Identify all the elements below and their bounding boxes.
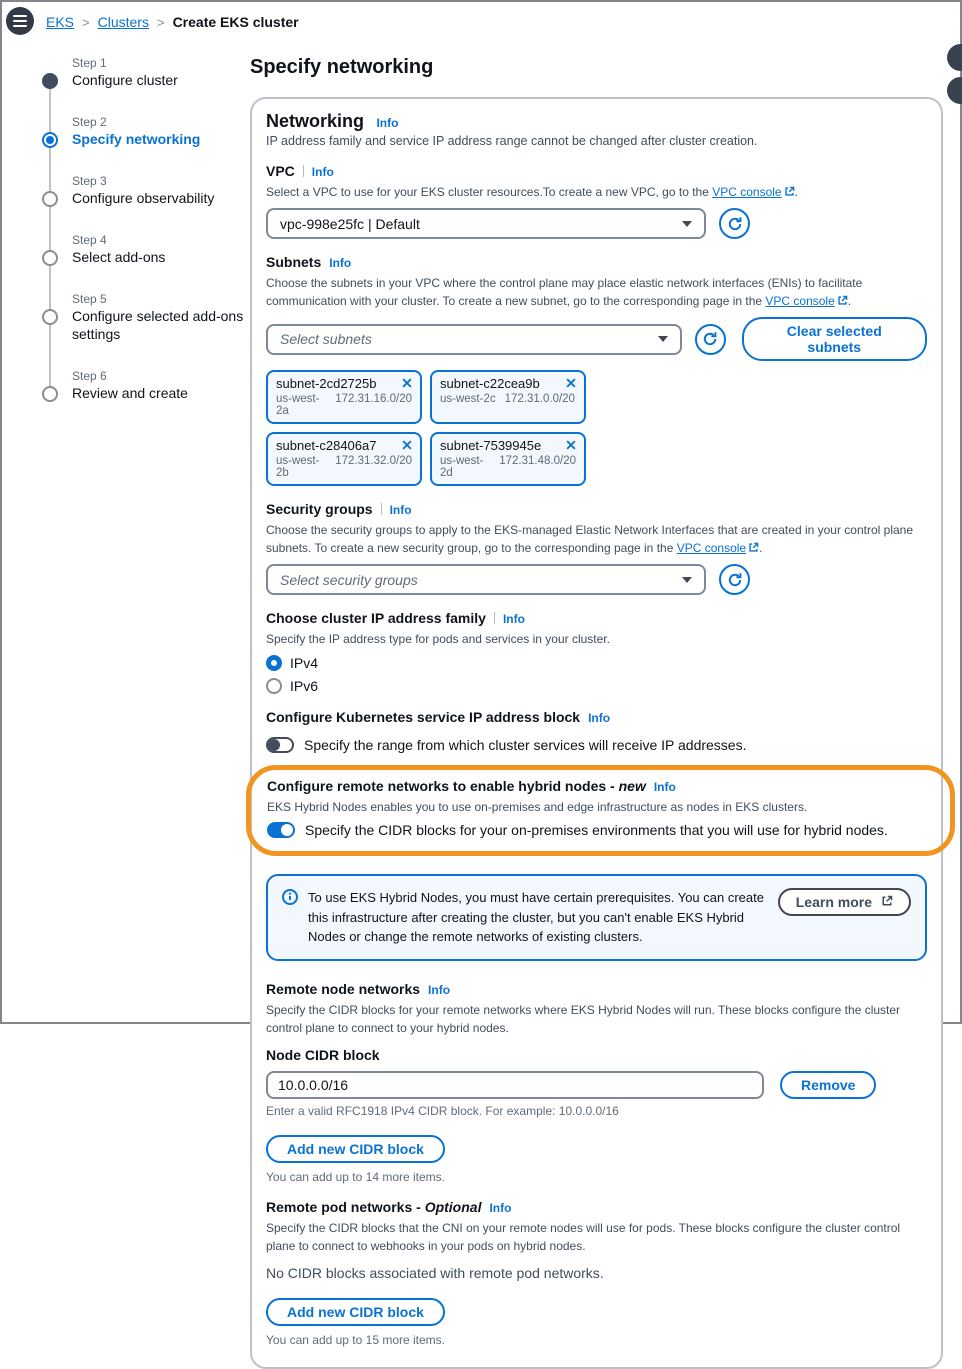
- external-link-icon: [837, 293, 848, 311]
- vpc-description: Select a VPC to use for your EKS cluster resources.To create a new VPC, go to the VPC console .: [266, 183, 927, 202]
- subnet-chip: [266, 370, 422, 424]
- info-circle-icon: [282, 889, 298, 905]
- learn-more-button[interactable]: Learn more: [778, 888, 911, 916]
- service-ip-info-link[interactable]: Info: [588, 711, 611, 725]
- step-dot-todo: [42, 309, 58, 325]
- vpc-info-link[interactable]: Info: [311, 165, 334, 179]
- chevron-down-icon: [682, 577, 692, 583]
- step-link[interactable]: Specify networking: [72, 131, 201, 147]
- subnets-info-link[interactable]: Info: [329, 256, 352, 270]
- ip-family-info-link[interactable]: Info: [502, 612, 525, 626]
- step-item-configure-add-ons-settings: [42, 292, 250, 369]
- subnet-chip-cidr: 172.31.48.0/20: [499, 455, 576, 467]
- step-number: Step 5: [72, 292, 107, 306]
- step-link[interactable]: Configure cluster: [72, 72, 178, 88]
- subnet-chip-name: subnet-c28406a7: [276, 438, 377, 453]
- node-cidr-block-label: Node CIDR block: [266, 1046, 380, 1063]
- add-node-cidr-button[interactable]: Add new CIDR block: [266, 1135, 445, 1163]
- subnet-chip-az: us-west-2c: [440, 393, 496, 405]
- step-item-review-and-create: [42, 369, 250, 428]
- subnet-chip-az: us-west-2d: [440, 455, 484, 479]
- chevron-down-icon: [682, 221, 692, 227]
- subnet-chip-az: us-west-2a: [276, 393, 320, 417]
- clear-selected-subnets-button[interactable]: Clear selected subnets: [742, 317, 927, 361]
- step-number: Step 4: [72, 233, 107, 247]
- close-icon: [401, 377, 413, 389]
- remote-pod-networks-group: [266, 1199, 927, 1347]
- step-item-configure-observability: [42, 174, 250, 233]
- refresh-icon: [727, 216, 743, 232]
- service-ip-toggle[interactable]: [266, 737, 294, 753]
- subnets-field-group: [266, 254, 927, 486]
- menu-icon: [13, 15, 27, 27]
- step-link[interactable]: Configure selected add-ons settings: [72, 308, 244, 342]
- ipv6-radio-label: IPv6: [290, 678, 319, 694]
- node-cidr-helper-text: Enter a valid RFC1918 IPv4 CIDR block. For example: 10.0.0.0/16: [266, 1103, 619, 1118]
- subnet-chip-cidr: 172.31.16.0/20: [335, 393, 412, 405]
- menu-button[interactable]: [6, 7, 34, 35]
- subnet-chip-az: us-west-2b: [276, 455, 320, 479]
- step-number: Step 3: [72, 174, 107, 188]
- subnet-chip: [266, 432, 422, 486]
- breadcrumb-current: Create EKS cluster: [172, 14, 299, 30]
- vpc-console-link[interactable]: VPC console: [712, 185, 782, 199]
- refresh-icon: [702, 331, 718, 347]
- step-dot-todo: [42, 250, 58, 266]
- remove-cidr-button[interactable]: Remove: [780, 1071, 876, 1099]
- networking-heading: Networking: [266, 111, 365, 131]
- subnets-description: Choose the subnets in your VPC where the control plane may place elastic network interfaces (ENIs) to facilitate communication with your cluster. To create a new subnet, go to the corresponding page in the VPC console .: [266, 274, 927, 311]
- step-dot-active: [42, 132, 58, 148]
- security-groups-select-placeholder: Select security groups: [280, 571, 418, 588]
- step-link[interactable]: Select add-ons: [72, 249, 166, 265]
- subnets-refresh-button[interactable]: [695, 324, 726, 355]
- networking-card: [250, 97, 943, 1369]
- breadcrumb-link-eks[interactable]: EKS: [46, 14, 75, 30]
- new-tag: new: [618, 778, 646, 794]
- step-item-configure-cluster: [42, 56, 250, 115]
- subnets-select-placeholder: Select subnets: [280, 331, 372, 347]
- external-link-icon: [784, 184, 795, 202]
- hybrid-nodes-description: EKS Hybrid Nodes enables you to use on-premises and edge infrastructure as nodes in EKS clusters.: [267, 800, 808, 814]
- security-groups-label: Security groups: [266, 501, 373, 517]
- add-pod-cidr-note: You can add up to 15 more items.: [266, 1332, 446, 1347]
- remote-pod-empty-text: No CIDR blocks associated with remote pod networks.: [266, 1264, 604, 1281]
- remote-node-networks-group: [266, 981, 927, 1184]
- subnet-chip: [430, 370, 586, 424]
- external-link-icon: [881, 894, 893, 910]
- node-cidr-input[interactable]: [266, 1071, 764, 1099]
- vpc-console-link[interactable]: VPC console: [765, 294, 835, 308]
- subnet-chip-name: subnet-7539945e: [440, 438, 542, 453]
- optional-tag: Optional: [424, 1198, 482, 1215]
- remote-node-networks-info-link[interactable]: Info: [428, 982, 451, 997]
- step-dot-todo: [42, 386, 58, 402]
- subnet-chip-cidr: 172.31.32.0/20: [335, 455, 412, 467]
- breadcrumb: [46, 14, 960, 30]
- remote-node-networks-label: Remote node networks: [266, 980, 421, 997]
- step-link[interactable]: Review and create: [72, 385, 188, 401]
- service-ip-toggle-label: Specify the range from which cluster services will receive IP addresses.: [304, 737, 747, 753]
- networking-description: IP address family and service IP address range cannot be changed after cluster creation.: [266, 134, 758, 148]
- add-pod-cidr-button[interactable]: Add new CIDR block: [266, 1298, 445, 1326]
- hybrid-nodes-toggle[interactable]: [267, 822, 295, 838]
- remove-subnet-button[interactable]: [565, 439, 577, 451]
- ipv4-radio[interactable]: [266, 655, 282, 671]
- breadcrumb-chevron-icon: >: [82, 14, 90, 30]
- breadcrumb-bar: [2, 2, 960, 38]
- ip-family-description: Specify the IP address type for pods and services in your cluster.: [266, 632, 610, 646]
- vpc-field-group: [266, 163, 927, 239]
- remove-subnet-button[interactable]: [401, 439, 413, 451]
- alert-text: To use EKS Hybrid Nodes, you must have certain prerequisites. You can create this infrastructure after creating the cluster, but you can't enable EKS Hybrid Nodes or change the remote networks of existing clusters.: [308, 890, 764, 944]
- step-link[interactable]: Configure observability: [72, 190, 215, 206]
- vpc-refresh-button[interactable]: [719, 208, 750, 239]
- remote-pod-networks-info-link[interactable]: Info: [489, 1200, 512, 1215]
- ipv4-option: [266, 655, 927, 671]
- security-groups-description: Choose the security groups to apply to the EKS-managed Elastic Network Interfaces that are created in your control plane subnets. To create a new security group, go to the corresponding page in the VPC console .: [266, 521, 927, 558]
- remote-pod-networks-description: Specify the CIDR blocks that the CNI on your remote nodes will use for pods. These blocks configure the cluster control plane to connect to webhooks in your pods on hybrid nodes.: [266, 1220, 901, 1253]
- refresh-icon: [727, 572, 743, 588]
- hybrid-nodes-info-link[interactable]: Info: [653, 780, 676, 794]
- remove-subnet-button[interactable]: [565, 377, 577, 389]
- step-item-specify-networking: [42, 115, 250, 174]
- hybrid-nodes-info-alert: [266, 874, 927, 961]
- step-number: Step 6: [72, 369, 107, 383]
- ipv6-radio[interactable]: [266, 678, 282, 694]
- vpc-select[interactable]: [266, 208, 706, 239]
- step-number: Step 1: [72, 56, 107, 70]
- hybrid-nodes-label: Configure remote networks to enable hybrid nodes - new: [267, 778, 646, 794]
- hybrid-nodes-highlight-annotation: [246, 765, 955, 856]
- service-ip-toggle-row: [266, 737, 927, 753]
- step-dot-done: [42, 73, 58, 89]
- security-groups-select[interactable]: [266, 564, 706, 595]
- subnet-chip-name: subnet-c22cea9b: [440, 376, 540, 391]
- subnet-chip-name: subnet-2cd2725b: [276, 376, 377, 391]
- hybrid-nodes-toggle-label: Specify the CIDR blocks for your on-premises environments that you will use for hybrid nodes.: [305, 822, 888, 838]
- step-item-select-add-ons: [42, 233, 250, 292]
- service-ip-label: Configure Kubernetes service IP address block: [266, 709, 581, 725]
- subnet-chip-cidr: 172.31.0.0/20: [504, 393, 575, 405]
- step-dot-todo: [42, 191, 58, 207]
- breadcrumb-link-clusters[interactable]: Clusters: [97, 14, 149, 30]
- service-ip-field-group: [266, 709, 927, 753]
- ipv4-radio-label: IPv4: [290, 655, 319, 671]
- security-groups-field-group: [266, 501, 927, 595]
- step-number: Step 2: [72, 115, 107, 129]
- add-node-cidr-note: You can add up to 14 more items.: [266, 1169, 446, 1184]
- remote-node-networks-description: Specify the CIDR blocks for your remote networks where EKS Hybrid Nodes will run. These blocks configure the cluster control plane to connect to your hybrid nodes.: [266, 1002, 901, 1035]
- vpc-select-value: vpc-998e25fc | Default: [280, 215, 420, 232]
- vpc-label: VPC: [266, 163, 295, 179]
- subnets-label: Subnets: [266, 254, 322, 270]
- ip-family-label: Choose cluster IP address family: [266, 610, 486, 626]
- selected-subnet-chips: [266, 370, 927, 486]
- external-link-icon: [748, 540, 759, 558]
- security-groups-info-link[interactable]: Info: [389, 503, 412, 517]
- breadcrumb-chevron-icon: >: [156, 14, 165, 30]
- subnets-select[interactable]: [266, 324, 682, 355]
- close-icon: [565, 377, 577, 389]
- remove-subnet-button[interactable]: [401, 377, 413, 389]
- security-groups-refresh-button[interactable]: [719, 564, 750, 595]
- close-icon: [565, 439, 577, 451]
- vpc-console-link[interactable]: VPC console: [676, 541, 747, 555]
- wizard-steps-nav: [42, 52, 250, 1369]
- hybrid-nodes-toggle-row: [267, 822, 920, 838]
- subnet-chip: [430, 432, 586, 486]
- remote-pod-networks-label: Remote pod networks - Optional: [266, 1198, 482, 1215]
- page-title: Specify networking: [250, 56, 434, 78]
- ipv6-option: [266, 678, 927, 694]
- close-icon: [401, 439, 413, 451]
- chevron-down-icon: [658, 336, 668, 342]
- networking-info-link[interactable]: Info: [376, 116, 399, 130]
- ip-family-field-group: [266, 610, 927, 694]
